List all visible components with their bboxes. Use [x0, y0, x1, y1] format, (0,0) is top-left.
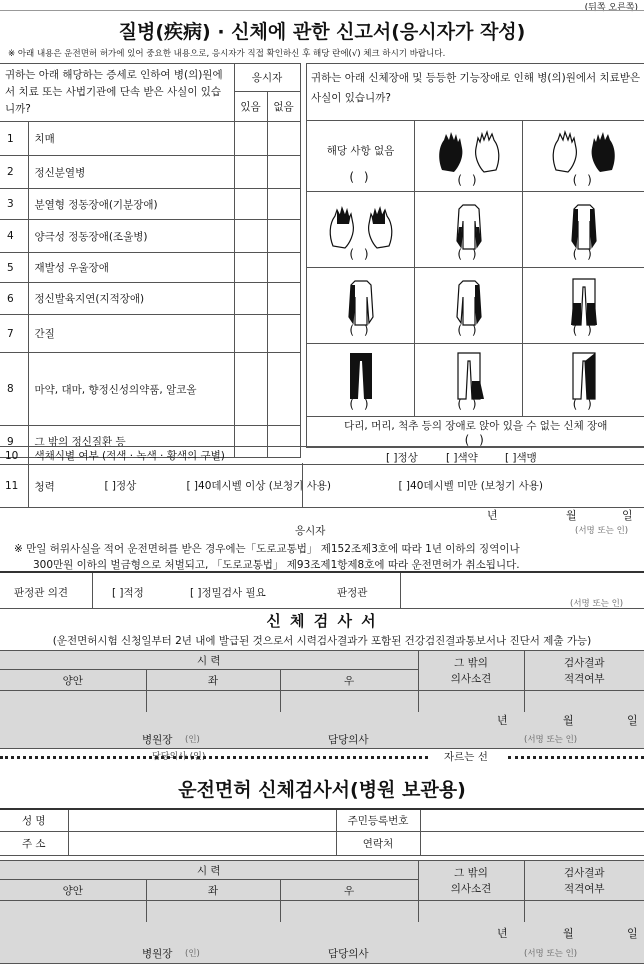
figure-cell[interactable] — [523, 121, 644, 192]
yes-checkbox[interactable] — [234, 283, 267, 315]
applicant-sign-seal[interactable]: (서명 또는 인) — [575, 526, 629, 536]
hospital-both-eyes-field[interactable] — [0, 901, 146, 923]
figure-check[interactable]: ( ) — [457, 173, 480, 187]
name-label: 성 명 — [0, 810, 68, 831]
top-divider — [0, 10, 644, 11]
hospital-copy-doctor-sign[interactable]: (서명 또는 인) — [524, 949, 578, 959]
yes-checkbox[interactable] — [234, 353, 267, 426]
figure-check[interactable]: ( ) — [349, 322, 372, 337]
figure-cell[interactable] — [415, 268, 523, 344]
figure-check[interactable]: ( ) — [572, 246, 595, 261]
condition-no: 1 — [0, 122, 28, 156]
applicant-header: 응시자 — [234, 64, 300, 92]
condition-no: 2 — [0, 156, 28, 189]
hospital-left-eye-field[interactable] — [146, 901, 280, 923]
not-applicable-label: 해당 사항 없음 — [326, 145, 395, 157]
form-title: 질병(疾病) · 신체에 관한 신고서(응시자가 작성) — [118, 21, 526, 43]
judge-opinion-label: 판정관 의견 — [14, 587, 69, 599]
vision-header: 시 력 — [0, 651, 418, 670]
yes-checkbox[interactable] — [234, 253, 267, 283]
hospital-date-year: 년 — [497, 927, 508, 940]
judge-divider-2 — [400, 573, 401, 609]
vision-exam-table — [0, 650, 644, 712]
condition-label: 그 밖의 정신질환 등 — [28, 426, 234, 458]
judge-divider — [92, 573, 93, 609]
figure-cell[interactable] — [415, 192, 523, 268]
spine-disability-check[interactable]: ( ) — [464, 433, 487, 447]
condition-label: 마약, 대마, 향정신성의약품, 알코올 — [28, 353, 234, 426]
hearing-normal-option[interactable]: [ ]정상 — [104, 480, 137, 492]
hospital-result-header: 검사결과 적격여부 — [524, 861, 644, 901]
hospital-copy-doctor-label: 담당의사 — [328, 948, 369, 960]
no-header: 없음 — [267, 92, 300, 122]
contact-field[interactable] — [420, 831, 644, 855]
hospital-date-month: 월 — [563, 927, 574, 940]
legs-both-icon — [344, 351, 378, 401]
right-eye-field[interactable] — [280, 691, 418, 713]
name-field[interactable] — [68, 810, 336, 831]
color-weak-option[interactable]: [ ]색약 — [446, 452, 478, 464]
color-normal-option[interactable]: [ ]정상 — [386, 452, 418, 464]
yes-checkbox[interactable] — [234, 189, 267, 220]
hearing-label: 청력 — [34, 480, 55, 493]
hospital-other-opinion-field[interactable] — [418, 901, 524, 923]
figure-check[interactable]: ( ) — [457, 246, 480, 261]
no-checkbox[interactable] — [267, 220, 300, 253]
figure-cell[interactable] — [415, 344, 523, 417]
no-checkbox[interactable] — [267, 122, 300, 156]
row11-no: 11 — [0, 465, 28, 508]
condition-label: 간질 — [28, 315, 234, 353]
figure-check[interactable]: ( ) — [457, 322, 480, 337]
result-field[interactable] — [524, 691, 644, 713]
figure-cell[interactable] — [523, 192, 644, 268]
hospital-vision-table — [0, 860, 644, 922]
figure-cell[interactable] — [415, 121, 523, 192]
condition-label: 재발성 우울장애 — [28, 253, 234, 283]
exam-date-year: 년 — [497, 714, 508, 727]
other-opinion-field[interactable] — [418, 691, 524, 713]
yes-checkbox[interactable] — [234, 315, 267, 353]
exam-title: 신 체 검 사 서 — [266, 612, 378, 630]
not-applicable-check[interactable]: ( ) — [349, 170, 372, 184]
right-question: 귀하는 아래 신체장애 및 등등한 기능장애로 인해 병(의)원에서 치료받은 사실이 있습니까? — [307, 64, 644, 121]
no-checkbox[interactable] — [267, 156, 300, 189]
patient-info-table — [0, 808, 644, 855]
judge-detailed-exam-option[interactable]: [ ]정밀검사 필요 — [190, 587, 266, 599]
no-checkbox[interactable] — [267, 283, 300, 315]
hospital-both-eyes-header: 양안 — [0, 880, 146, 901]
row10-no: 10 — [0, 447, 28, 465]
exam-date-day: 일 — [627, 714, 638, 727]
figure-check[interactable]: ( ) — [349, 397, 372, 411]
hospital-left-eye-header: 좌 — [146, 880, 280, 901]
cut-line-label: 자르는 선 — [444, 751, 488, 763]
figure-check[interactable]: ( ) — [572, 173, 595, 187]
hands-right-dark-icon — [548, 130, 620, 174]
condition-no: 9 — [0, 426, 28, 458]
cut-line-left — [0, 756, 428, 759]
left-eye-field[interactable] — [146, 691, 280, 713]
contact-label: 연락처 — [336, 831, 420, 855]
color-vision-label: 색채식별 여부 (적색 · 녹색 · 황색의 구별) — [34, 450, 225, 462]
figure-cell[interactable] — [307, 344, 415, 417]
arm-right-icon — [564, 201, 604, 251]
no-checkbox[interactable] — [267, 353, 300, 426]
judge-row — [0, 571, 644, 609]
legs-lower-icon — [567, 277, 601, 327]
condition-no: 4 — [0, 220, 28, 253]
doctor-sign-seal[interactable]: (서명 또는 인) — [524, 735, 578, 745]
judge-sign-seal[interactable]: (서명 또는 인) — [570, 599, 624, 609]
condition-label: 치매 — [28, 122, 234, 156]
condition-no: 8 — [0, 353, 28, 426]
figure-cell[interactable] — [307, 192, 415, 268]
hospital-result-field[interactable] — [524, 901, 644, 923]
warning-line1: ※ 만일 허위사실을 적어 운전면허를 받은 경우에는「도로교통법」 제152조제3호에 따라 1년 이하의 징역이나 — [14, 543, 520, 555]
spine-disability-cell[interactable] — [307, 417, 644, 448]
left-question: 귀하는 아래 해당하는 증세로 인하여 병(의)원에서 치료 또는 사법기관에 단속 받은 사실이 있습니까? — [0, 64, 234, 122]
condition-table — [0, 63, 300, 447]
no-checkbox[interactable] — [267, 315, 300, 353]
condition-no: 6 — [0, 283, 28, 315]
address-field[interactable] — [68, 831, 336, 855]
hospital-vision-header: 시 력 — [0, 861, 418, 880]
hands-both-fingers-icon — [325, 202, 397, 250]
color-hearing-table — [0, 446, 644, 507]
judge-officer-label: 판정관 — [337, 587, 368, 599]
hospital-copy-title: 운전면허 신체검사서(병원 보관용) — [178, 779, 466, 801]
figure-cell[interactable] — [523, 344, 644, 417]
figure-check[interactable]: ( ) — [572, 322, 595, 337]
judge-adequate-option[interactable]: [ ]적정 — [112, 587, 144, 599]
yes-checkbox[interactable] — [234, 156, 267, 189]
director-seal[interactable]: (인) — [185, 735, 200, 745]
notice-text: ※ 아래 내용은 운전면허 허가에 있어 중요한 내용으로, 응시자가 직접 확인하신 후 해당 란에(√) 체크 하시기 바랍니다. — [8, 49, 446, 59]
doctor-label: 담당의사 — [328, 734, 369, 746]
figure-check[interactable]: ( ) — [572, 397, 595, 411]
doctor-seal-line: 담당의사 (인) — [152, 752, 206, 762]
hearing-40db-below-option[interactable]: [ ]40데시벨 미만 (보청기 사용) — [398, 480, 544, 492]
hospital-director-label: 병원장 — [142, 734, 173, 746]
date-day: 일 — [622, 509, 633, 522]
warning-line2: 300만원 이하의 벌금형으로 처벌되고, 「도로교통법」 제93조제1항제8호에 따라 운전면허가 취소됩니다. — [33, 559, 520, 571]
not-applicable-cell[interactable] — [307, 121, 415, 192]
color-blind-option[interactable]: [ ]색맹 — [505, 452, 537, 464]
yes-header: 있음 — [234, 92, 267, 122]
no-checkbox[interactable] — [267, 189, 300, 220]
date-month: 월 — [566, 509, 577, 522]
condition-label: 정신분열병 — [28, 156, 234, 189]
body-disability-table — [306, 63, 644, 447]
arm-left-body-icon — [341, 277, 381, 327]
hospital-date-day: 일 — [627, 927, 638, 940]
leg-right-icon — [567, 351, 601, 401]
exam-date-month: 월 — [563, 714, 574, 727]
exam-bottom-line — [0, 748, 644, 749]
page-label: (뒤쪽 오른쪽) — [584, 3, 638, 13]
applicant-signature-label: 응시자 — [295, 525, 326, 537]
hospital-copy-director-label: 병원장 — [142, 948, 173, 960]
figure-check[interactable]: ( ) — [457, 397, 480, 411]
hands-left-dark-icon — [434, 130, 504, 174]
resident-no-field[interactable] — [420, 810, 644, 831]
resident-no-label: 주민등록번호 — [336, 810, 420, 831]
condition-label: 분열형 정동장애(기분장애) — [28, 189, 234, 220]
arms-both-icon — [449, 201, 489, 251]
date-year: 년 — [487, 509, 498, 522]
both-eyes-header: 양안 — [0, 670, 146, 691]
both-eyes-field[interactable] — [0, 691, 146, 713]
figure-cell[interactable] — [523, 268, 644, 344]
condition-label: 양극성 정동장애(조울병) — [28, 220, 234, 253]
hospital-other-opinion-header: 그 밖의 의사소견 — [418, 861, 524, 901]
address-label: 주 소 — [0, 831, 68, 855]
right-eye-header: 우 — [280, 670, 418, 691]
row11-divider — [302, 463, 303, 507]
condition-no: 5 — [0, 253, 28, 283]
condition-no: 7 — [0, 315, 28, 353]
result-header: 검사결과 적격여부 — [524, 651, 644, 691]
hearing-40db-above-option[interactable]: [ ]40데시벨 이상 (보청기 사용) — [186, 480, 332, 492]
hospital-copy-director-seal[interactable]: (인) — [185, 949, 200, 959]
yes-checkbox[interactable] — [234, 122, 267, 156]
condition-label: 정신발육지연(지적장애) — [28, 283, 234, 315]
no-checkbox[interactable] — [267, 253, 300, 283]
hospital-right-eye-header: 우 — [280, 880, 418, 901]
hospital-right-eye-field[interactable] — [280, 901, 418, 923]
figure-check[interactable]: ( ) — [349, 246, 372, 261]
cut-line-right — [508, 756, 644, 759]
leg-left-icon — [452, 351, 486, 401]
arm-right-body-icon — [449, 277, 489, 327]
figure-cell[interactable] — [307, 268, 415, 344]
left-eye-header: 좌 — [146, 670, 280, 691]
exam-note: (운전면허시험 신청일부터 2년 내에 발급된 것으로서 시력검사결과가 포함된 건강검진결과통보서나 진단서 제출 가능) — [52, 635, 592, 647]
other-opinion-header: 그 밖의 의사소견 — [418, 651, 524, 691]
condition-no: 3 — [0, 189, 28, 220]
spine-disability-label: 다리, 머리, 척추 등의 장애로 앉아 있을 수 없는 신체 장애 — [344, 420, 608, 432]
yes-checkbox[interactable] — [234, 220, 267, 253]
